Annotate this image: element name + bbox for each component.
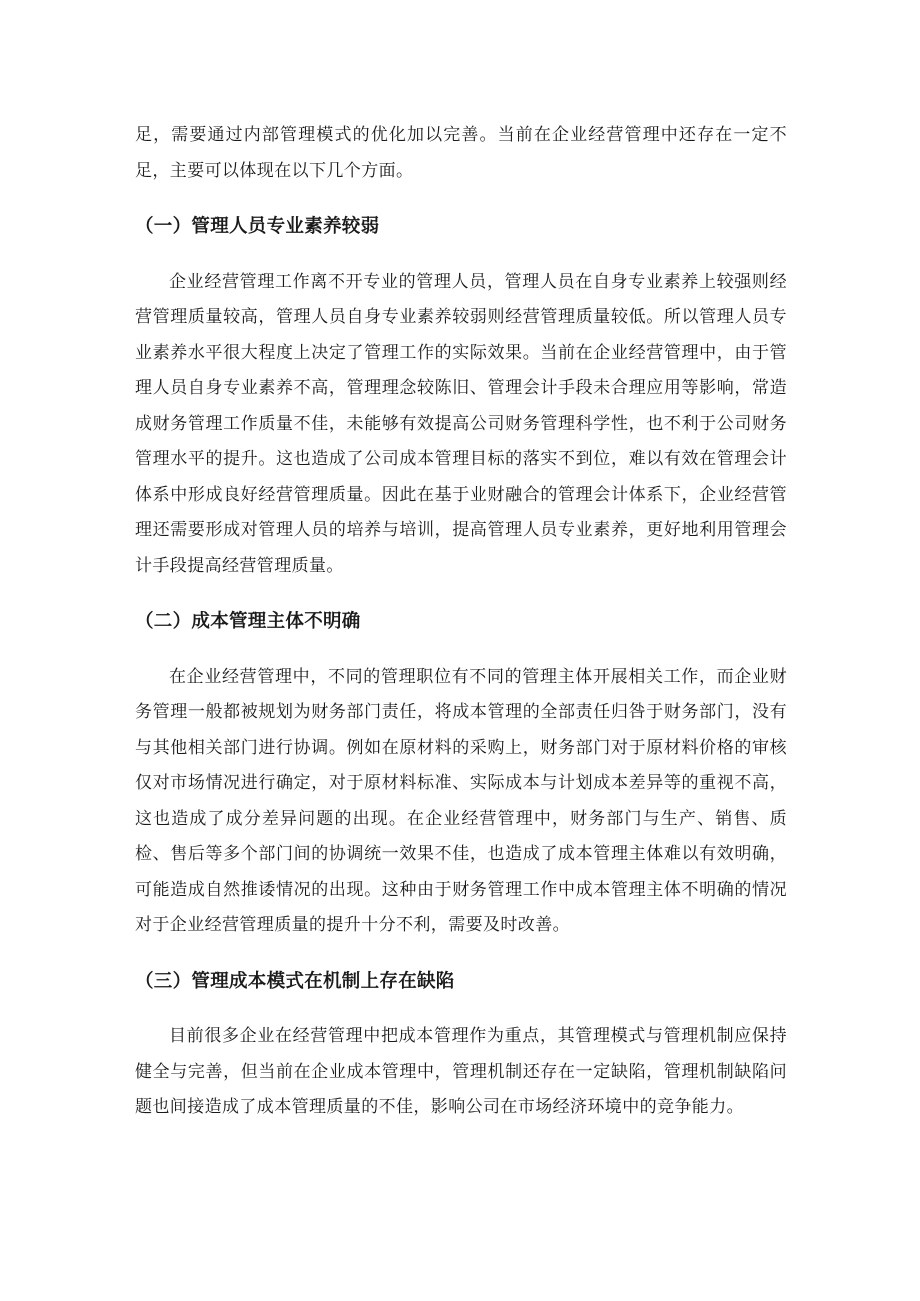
section-body-1: 企业经营管理工作离不开专业的管理人员，管理人员在自身专业素养上较强则经营管理质量较高，管理人员自身专业素养较弱则经营管理质量较低。所以管理人员专业素养水平很大程度上决定了管理工作的实际效果。当前在企业经营管理中，由于管理人员自身专业素养不高，管理理念较陈旧、管理会计手段未合理应用等影响，常造成财务管理工作质量不佳，未能够有效提高公司财务管理科学性，也不利于公司财务管理水平的提升。这也造成了公司成本管理目标的落实不到位，难以有效在管理会计体系中形成良好经营管理质量。因此在基于业财融合的管理会计体系下，企业经营管理还需要形成对管理人员的培养与培训，提高管理人员专业素养，更好地利用管理会计手段提高经营管理质量。 — [135, 271, 787, 576]
section-body-2: 在企业经营管理中，不同的管理职位有不同的管理主体开展相关工作，而企业财务管理一般都被规划为财务部门责任，将成本管理的全部责任归咎于财务部门，没有与其他相关部门进行协调。例如在原材料的采购上，财务部门对于原材料价格的审核仅对市场情况进行确定，对于原材料标准、实际成本与计划成本差异等的重视不高，这也造成了成分差异问题的出现。在企业经营管理中，财务部门与生产、销售、质检、售后等多个部门间的协调统一效果不佳，也造成了成本管理主体难以有效明确，可能造成自然推诿情况的出现。这种由于财务管理工作中成本管理主体不明确的情况对于企业经营管理质量的提升十分不利，需要及时改善。 — [135, 666, 787, 935]
section-heading-3: （三）管理成本模式在机制上存在缺陷 — [135, 970, 455, 992]
section-body-3: 目前很多企业在经营管理中把成本管理作为重点，其管理模式与管理机制应保持健全与完善，但当前在企业成本管理中，管理机制还存在一定缺陷，管理机制缺陷问题也间接造成了成本管理质量的不佳，影响公司在市场经济环境中的竞争能力。 — [135, 1026, 787, 1117]
section-heading-1: （一）管理人员专业素养较弱 — [135, 216, 380, 237]
section-heading-2: （二）成本管理主体不明确 — [135, 611, 361, 632]
intro-paragraph: 足，需要通过内部管理模式的优化加以完善。当前在企业经营管理中还存在一定不足，主要可以体现在以下几个方面。 — [135, 125, 787, 181]
document-page — [135, 118, 787, 1126]
